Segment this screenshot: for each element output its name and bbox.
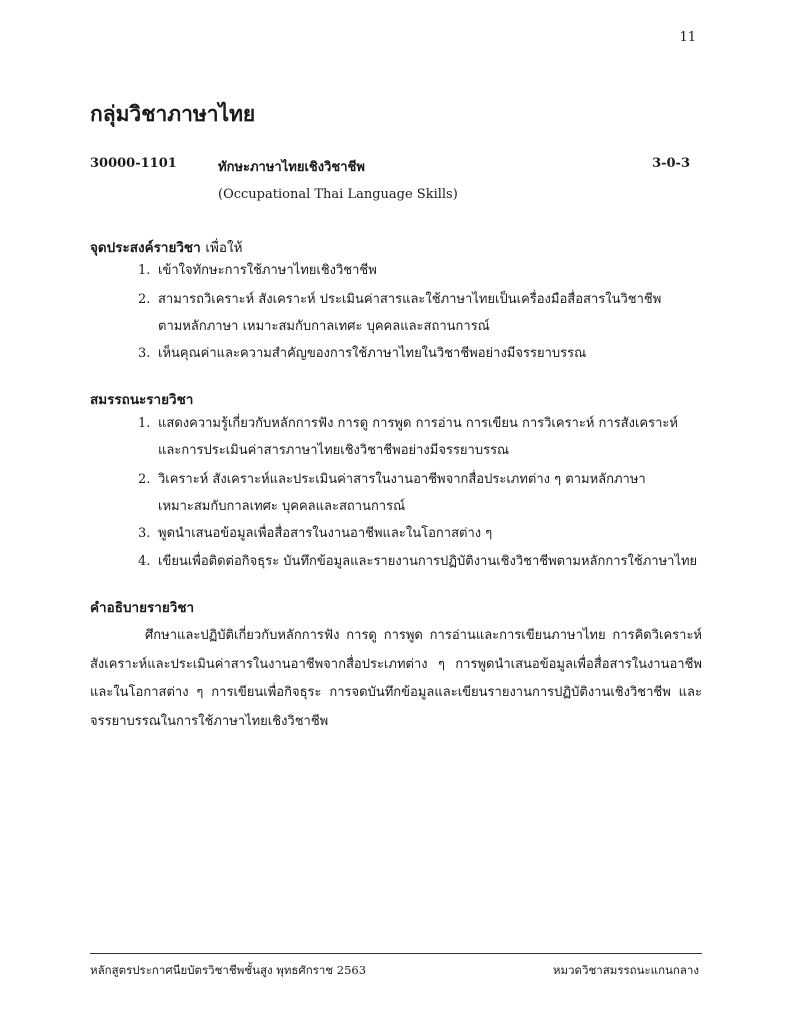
group-title: กลุ่มวิชาภาษาไทย [90, 101, 256, 126]
footer-divider [90, 953, 702, 954]
objectives-heading-label: จุดประสงค์รายวิชา [90, 240, 201, 256]
list-number: 2. [138, 292, 151, 307]
list-number: 2. [138, 472, 151, 487]
course-name-english: (Occupational Thai Language Skills) [218, 187, 458, 202]
list-number: 4. [138, 554, 151, 569]
list-number: 1. [138, 416, 151, 431]
list-text: วิเคราะห์ สังเคราะห์และประเมินค่าสารในงานอาชีพจากสื่อประเภทต่าง ๆ ตามหลักภาษา [158, 472, 646, 487]
competency-item-4 [138, 548, 708, 575]
list-text-continuation: เหมาะสมกับกาลเทศะ บุคคลและสถานการณ์ [158, 499, 406, 514]
list-number: 3. [138, 526, 151, 541]
objective-item-3 [138, 340, 708, 367]
objectives-heading [90, 236, 243, 258]
list-text-continuation: ตามหลักภาษา เหมาะสมกับกาลเทศะ บุคคลและสถานการณ์ [158, 319, 490, 334]
list-number: 1. [138, 263, 151, 278]
description-heading: คำอธิบายรายวิชา [90, 600, 195, 616]
list-text-continuation: และการประเมินค่าสารภาษาไทยเชิงวิชาชีพอย่างมีจรรยาบรรณ [158, 443, 510, 458]
course-header [90, 156, 700, 176]
list-text: แสดงความรู้เกี่ยวกับหลักการฟัง การดู การพูด การอ่าน การเขียน การวิเคราะห์ การสังเคราะห์ [158, 416, 678, 431]
list-number: 3. [138, 346, 151, 361]
objectives-heading-suffix: เพื่อให้ [205, 240, 243, 256]
course-credits: 3-0-3 [652, 156, 690, 171]
objective-item-2 [138, 286, 708, 340]
course-code: 30000-1101 [90, 156, 177, 171]
competency-item-2 [138, 466, 708, 520]
list-text: สามารถวิเคราะห์ สังเคราะห์ ประเมินค่าสารและใช้ภาษาไทยเป็นเครื่องมือสื่อสารในวิชาชีพ [158, 292, 662, 307]
description-paragraph: ศึกษาและปฏิบัติเกี่ยวกับหลักการฟัง การดู การพูด การอ่านและการเขียนภาษาไทย การคิดวิเคราะห์ สังเคราะห์และประเมินค่าสารในงานอาชีพจากสื่อประเภทต่าง ๆ การพูดนำเสนอข้อมูลเพื่อสื่อสารในงานอาชีพ และในโอกาสต่าง ๆ การเขียนเพื่อกิจธุระ การจดบันทึกข้อมูลและเขียนรายงานการปฏิบัติงานเชิงวิชาชีพ และจรรยาบรรณในการใช้ภาษาไทยเชิงวิชาชีพ [90, 628, 702, 729]
course-name-thai: ทักษะภาษาไทยเชิงวิชาชีพ [218, 160, 365, 175]
page-number: 11 [679, 30, 696, 45]
objective-item-1 [138, 257, 708, 284]
list-text: เห็นคุณค่าและความสำคัญของการใช้ภาษาไทยในวิชาชีพอย่างมีจรรยาบรรณ [158, 346, 587, 361]
footer-curriculum-title: หลักสูตรประกาศนียบัตรวิชาชีพชั้นสูง พุทธศักราช 2563 [90, 963, 367, 977]
list-text: พูดนำเสนอข้อมูลเพื่อสื่อสารในงานอาชีพและในโอกาสต่าง ๆ [158, 526, 493, 541]
footer-category: หมวดวิชาสมรรถนะแกนกลาง [552, 963, 699, 977]
competencies-heading: สมรรถนะรายวิชา [90, 392, 194, 408]
list-text: เขียนเพื่อติดต่อกิจธุระ บันทึกข้อมูลและรายงานการปฏิบัติงานเชิงวิชาชีพตามหลักการใช้ภาษาไทย [158, 554, 698, 569]
competency-item-3 [138, 520, 708, 547]
competency-item-1 [138, 410, 708, 464]
list-text: เข้าใจทักษะการใช้ภาษาไทยเชิงวิชาชีพ [158, 263, 377, 278]
